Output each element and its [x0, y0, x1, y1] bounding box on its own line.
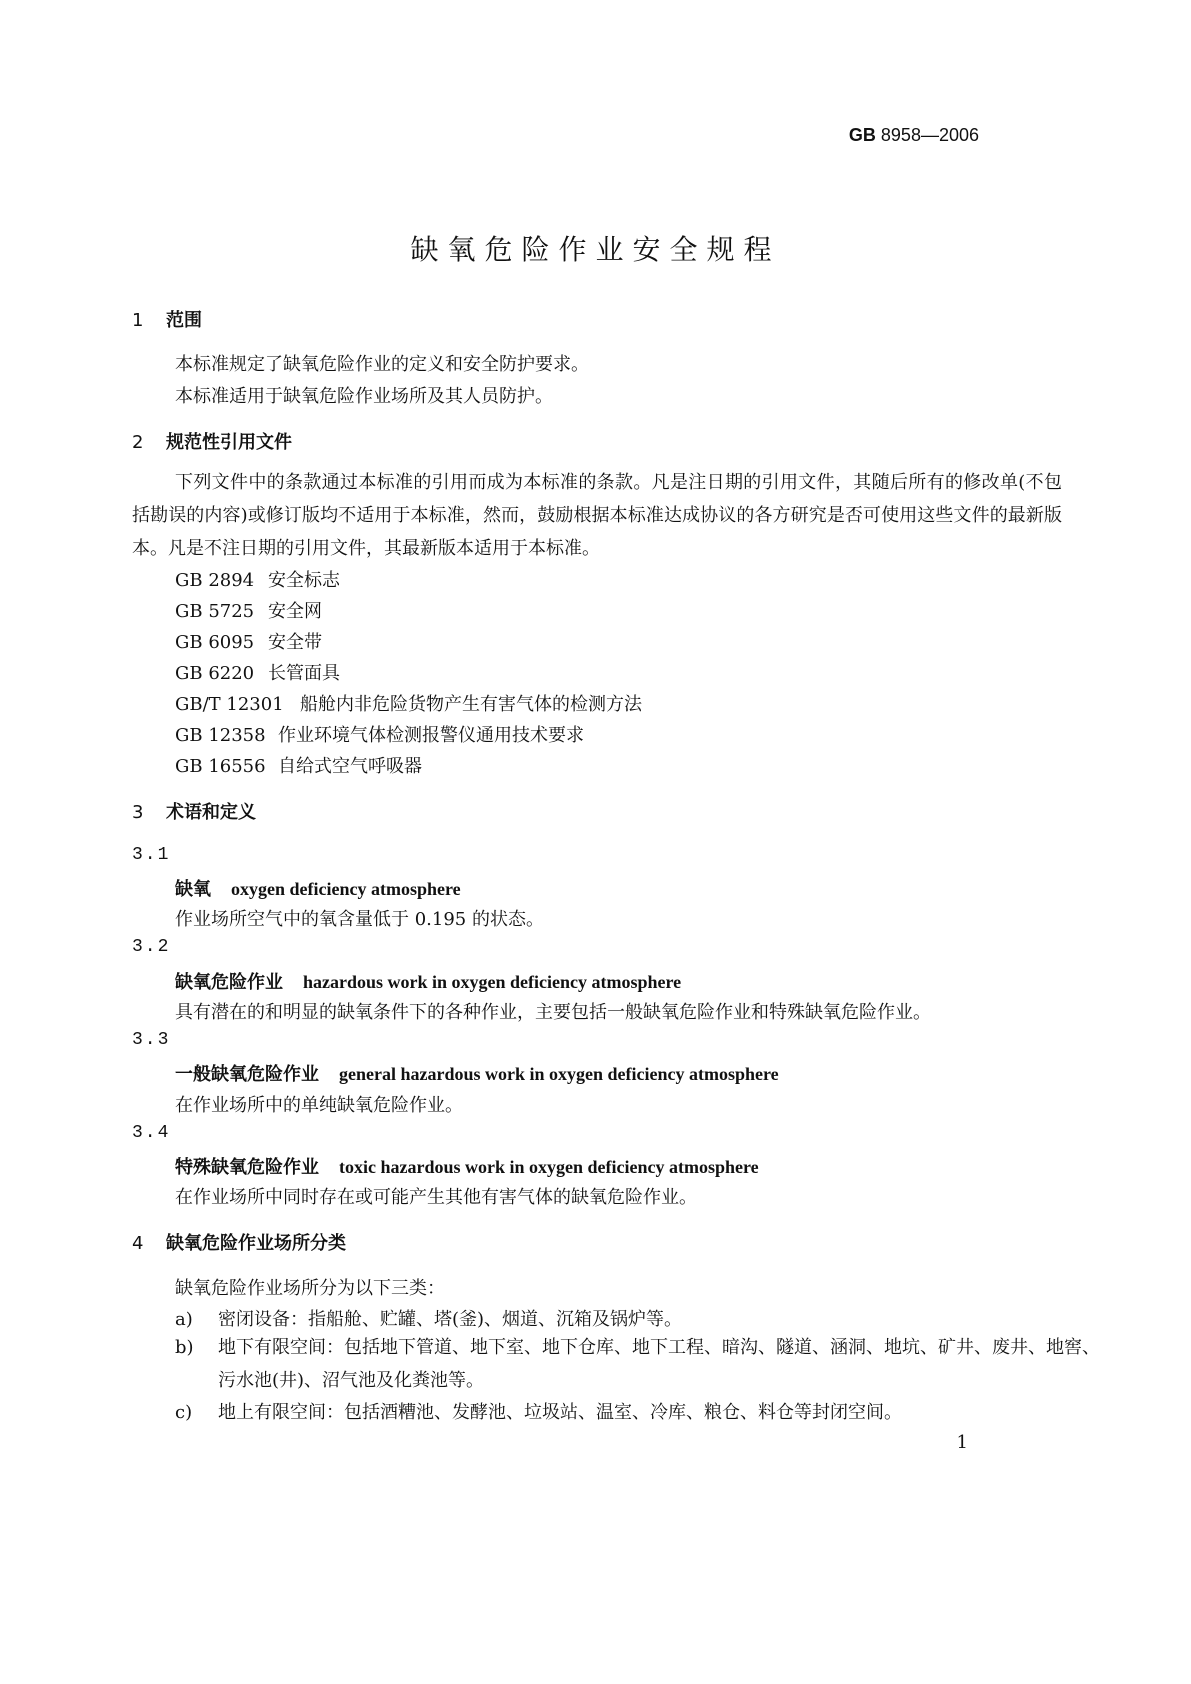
term [175, 1153, 759, 1179]
list-label: c) [175, 1402, 193, 1423]
paragraph: 本标准规定了缺氧危险作业的定义和安全防护要求。 [175, 354, 589, 375]
section-title: 范围 [166, 310, 202, 331]
reference-name: 安全标志 [268, 570, 340, 591]
reference-name: 安全网 [268, 601, 322, 622]
reference-name: 自给式空气呼吸器 [278, 756, 422, 777]
list-item [175, 1398, 902, 1424]
section-title: 规范性引用文件 [166, 432, 292, 453]
term-definition: 在作业场所中的单纯缺氧危险作业。 [175, 1095, 463, 1116]
section-4-heading [132, 1229, 346, 1255]
term-definition: 作业场所空气中的氧含量低于 0.195 的状态。 [175, 909, 544, 930]
reference-name: 船舱内非危险货物产生有害气体的检测方法 [300, 694, 642, 715]
term [175, 968, 681, 994]
section-title: 缺氧危险作业场所分类 [166, 1233, 346, 1254]
list-label: b) [175, 1337, 194, 1358]
term-en: general hazardous work in oxygen deficiency atmosphere [339, 1064, 779, 1084]
reference-item [175, 659, 340, 685]
clause-number: 3.3 [132, 1030, 171, 1050]
reference-name: 作业环境气体检测报警仪通用技术要求 [278, 725, 584, 746]
list-text: 密闭设备：指船舱、贮罐、塔(釜)、烟道、沉箱及锅炉等。 [218, 1309, 683, 1330]
document-title: 缺氧危险作业安全规程 [410, 233, 781, 266]
reference-name: 安全带 [268, 632, 322, 653]
reference-item [175, 690, 642, 716]
term-zh: 一般缺氧危险作业 [175, 1064, 319, 1085]
paragraph: 缺氧危险作业场所分为以下三类： [175, 1278, 445, 1299]
standard-number [849, 125, 979, 146]
term-zh: 缺氧 [175, 879, 211, 900]
reference-code: GB 16556 [175, 756, 266, 777]
clause-number: 3.4 [132, 1123, 171, 1143]
standard-prefix: GB [848, 125, 876, 145]
reference-code: GB 5725 [175, 601, 255, 622]
reference-code: GB 12358 [175, 725, 266, 746]
reference-code: GB 2894 [175, 570, 255, 591]
section-2-heading [132, 428, 292, 454]
paragraph: 下列文件中的条款通过本标准的引用而成为本标准的条款。凡是注日期的引用文件，其随后所有的修改单(不包括勘误的内容)或修订版均不适用于本标准，然而，鼓励根据本标准达成协议的各方研究是否可使用这些文件的最新版本。凡是不注日期的引用文件，其最新版本适用于本标准。 [132, 472, 1062, 559]
section-number: 4 [132, 1233, 144, 1254]
list-item [175, 1305, 682, 1331]
term-definition: 具有潜在的和明显的缺氧条件下的各种作业，主要包括一般缺氧危险作业和特殊缺氧危险作业。 [175, 1002, 931, 1023]
term-definition: 在作业场所中同时存在或可能产生其他有害气体的缺氧危险作业。 [175, 1187, 697, 1208]
standard-code: 8958—2006 [880, 125, 979, 145]
paragraph: 本标准适用于缺氧危险作业场所及其人员防护。 [175, 386, 553, 407]
section-number: 1 [132, 310, 144, 331]
section-3-heading [132, 798, 256, 824]
term-en: toxic hazardous work in oxygen deficiency atmosphere [339, 1157, 759, 1177]
term [175, 875, 461, 901]
list-text: 地下有限空间：包括地下管道、地下室、地下仓库、地下工程、暗沟、隧道、涵洞、地坑、矿井、废井、地窖、污水池(井)、沼气池及化粪池等。 [218, 1337, 1100, 1391]
reference-item [175, 721, 584, 747]
reference-item [175, 628, 322, 654]
reference-code: GB 6220 [175, 663, 255, 684]
section-1-heading [132, 306, 202, 332]
clause-number: 3.2 [132, 937, 171, 957]
reference-code: GB 6095 [175, 632, 255, 653]
page-number: 1 [956, 1432, 968, 1453]
reference-name: 长管面具 [268, 663, 340, 684]
term [175, 1060, 779, 1086]
term-en: oxygen deficiency atmosphere [231, 879, 461, 899]
reference-code: GB/T 12301 [175, 694, 284, 715]
term-zh: 缺氧危险作业 [175, 972, 283, 993]
reference-item [175, 597, 322, 623]
reference-item [175, 752, 422, 778]
section-number: 2 [132, 432, 144, 453]
section-title: 术语和定义 [166, 802, 256, 823]
term-zh: 特殊缺氧危险作业 [175, 1157, 319, 1178]
reference-item [175, 566, 340, 592]
list-item [175, 1331, 1108, 1397]
list-label: a) [175, 1309, 193, 1330]
section-number: 3 [132, 802, 144, 823]
list-text: 地上有限空间：包括酒糟池、发酵池、垃圾站、温室、冷库、粮仓、料仓等封闭空间。 [218, 1402, 902, 1423]
clause-number: 3.1 [132, 845, 171, 865]
term-en: hazardous work in oxygen deficiency atmosphere [303, 972, 682, 992]
